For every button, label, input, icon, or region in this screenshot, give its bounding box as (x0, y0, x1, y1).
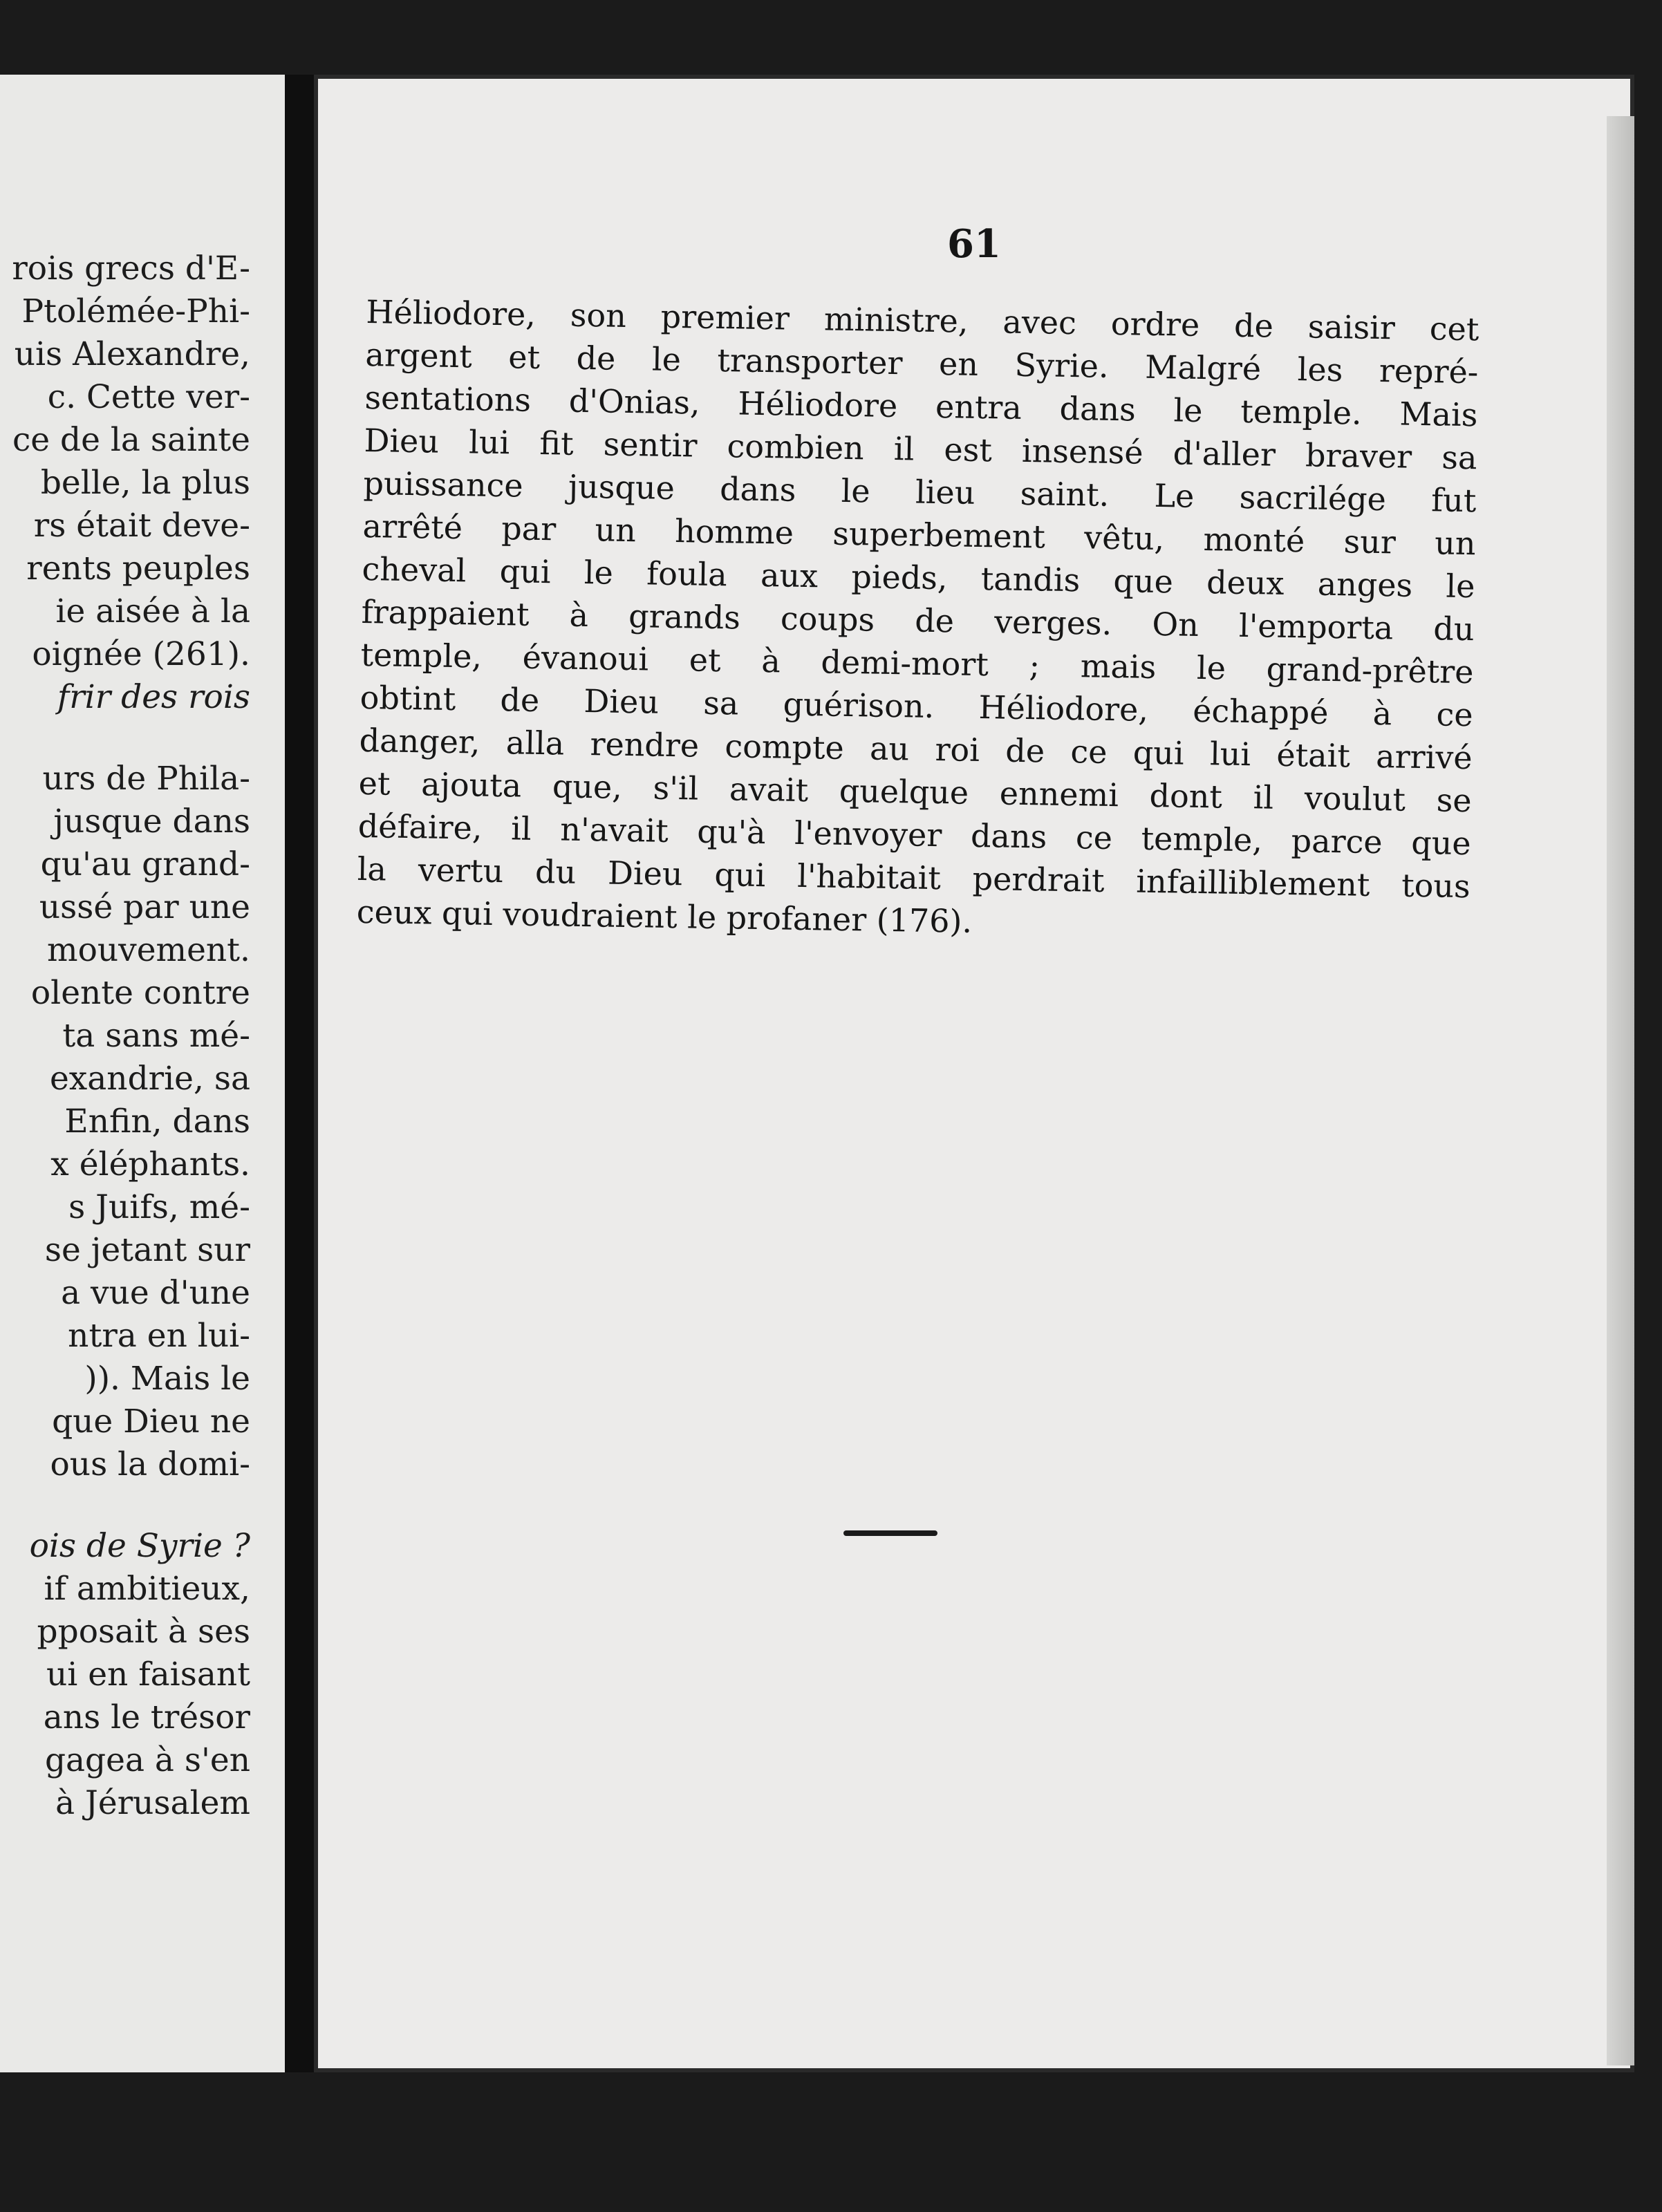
left-page-line: à Jérusalem (55, 1784, 250, 1822)
left-page-line: jusque dans (53, 803, 250, 841)
left-page-line: if ambitieux, (44, 1570, 250, 1608)
body-text-line: frappaient à grands coups de verges. On l'emporta du (361, 592, 1475, 648)
left-page-line: olente contre (30, 974, 250, 1012)
left-page-line: gagea à s'en (44, 1741, 250, 1779)
left-page-line: s Juifs, mé- (68, 1188, 250, 1226)
left-page-line: ntra en lui- (68, 1317, 250, 1355)
body-text-line: défaire, il n'avait qu'à l'envoyer dans ce temple, parce que (357, 807, 1472, 863)
body-text-line: la vertu du Dieu qui l'habitait perdrait infailliblement tous (357, 850, 1471, 906)
right-page (314, 75, 1634, 2072)
left-page-line: uis Alexandre, (14, 335, 250, 373)
left-page-line: ui en faisant (46, 1656, 250, 1694)
left-page (0, 75, 285, 2072)
left-page-line: se jetant sur (44, 1231, 250, 1269)
body-text-line: argent et de le transporter en Syrie. Malgré les repré- (365, 335, 1479, 391)
left-page-line: urs de Phila- (42, 760, 250, 798)
page-edge (1607, 116, 1634, 2065)
left-page-gap (0, 1486, 250, 1525)
left-page-line: rois grecs d'E- (12, 250, 250, 288)
body-text-line: Dieu lui fit sentir combien il est insensé d'aller braver sa (364, 421, 1477, 477)
body-text-line: sentations d'Onias, Héliodore entra dans le temple. Mais (364, 378, 1478, 434)
left-page-line: )). Mais le (84, 1360, 250, 1398)
left-page-text (0, 247, 285, 1825)
left-page-line: mouvement. (47, 931, 250, 969)
body-text-line: Héliodore, son premier ministre, avec ordre de saisir cet (366, 292, 1479, 348)
left-page-line: rents peuples (26, 550, 250, 588)
left-page-line: ie aisée à la (55, 592, 250, 630)
book-gutter (285, 75, 314, 2072)
body-text-line: temple, évanoui et à demi-mort ; mais le grand-prêtre (360, 635, 1474, 691)
page-number: 61 (947, 221, 1001, 267)
left-page-line: belle, la plus (40, 464, 250, 502)
body-text-line: arrêté par un homme superbement vêtu, monté sur un (362, 507, 1476, 563)
left-page-line: a vue d'une (61, 1274, 250, 1312)
left-page-line: oignée (261). (32, 635, 250, 673)
body-text-line: ceux qui voudraient le profaner (176). (356, 892, 973, 940)
left-page-line: exandrie, sa (49, 1060, 250, 1098)
body-text-line: obtint de Dieu sa guérison. Héliodore, échappé à ce (360, 678, 1473, 734)
left-page-line: c. Cette ver- (47, 378, 250, 416)
left-page-line: pposait à ses (37, 1613, 250, 1651)
left-page-line: ous la domi- (50, 1445, 250, 1483)
left-page-line: x éléphants. (50, 1145, 250, 1183)
body-text-line: danger, alla rendre compte au roi de ce qui lui était arrivé (359, 721, 1473, 777)
page-body-text (356, 290, 1479, 950)
body-text-line: puissance jusque dans le lieu saint. Le sacrilége fut (363, 464, 1477, 520)
left-page-line: Ptolémée-Phi- (21, 292, 250, 330)
left-page-line: rs était deve- (33, 507, 250, 545)
left-page-line: ois de Syrie ? (29, 1527, 250, 1565)
left-page-line: qu'au grand- (40, 845, 250, 883)
left-page-line: que Dieu ne (52, 1403, 250, 1441)
left-page-line: Enfin, dans (64, 1103, 250, 1141)
left-page-line: ussé par une (39, 888, 250, 926)
body-text-line: et ajouta que, s'il avait quelque ennemi dont il voulut se (358, 764, 1473, 820)
left-page-line: ta sans mé- (62, 1017, 250, 1055)
left-page-line: frir des rois (57, 678, 250, 716)
left-page-line: ce de la sainte (12, 421, 250, 459)
body-text-line: cheval qui le foula aux pieds, tandis que deux anges le (362, 550, 1475, 606)
left-page-gap (0, 719, 250, 758)
left-page-line: ans le trésor (43, 1698, 250, 1736)
end-ornament-rule (843, 1530, 937, 1536)
